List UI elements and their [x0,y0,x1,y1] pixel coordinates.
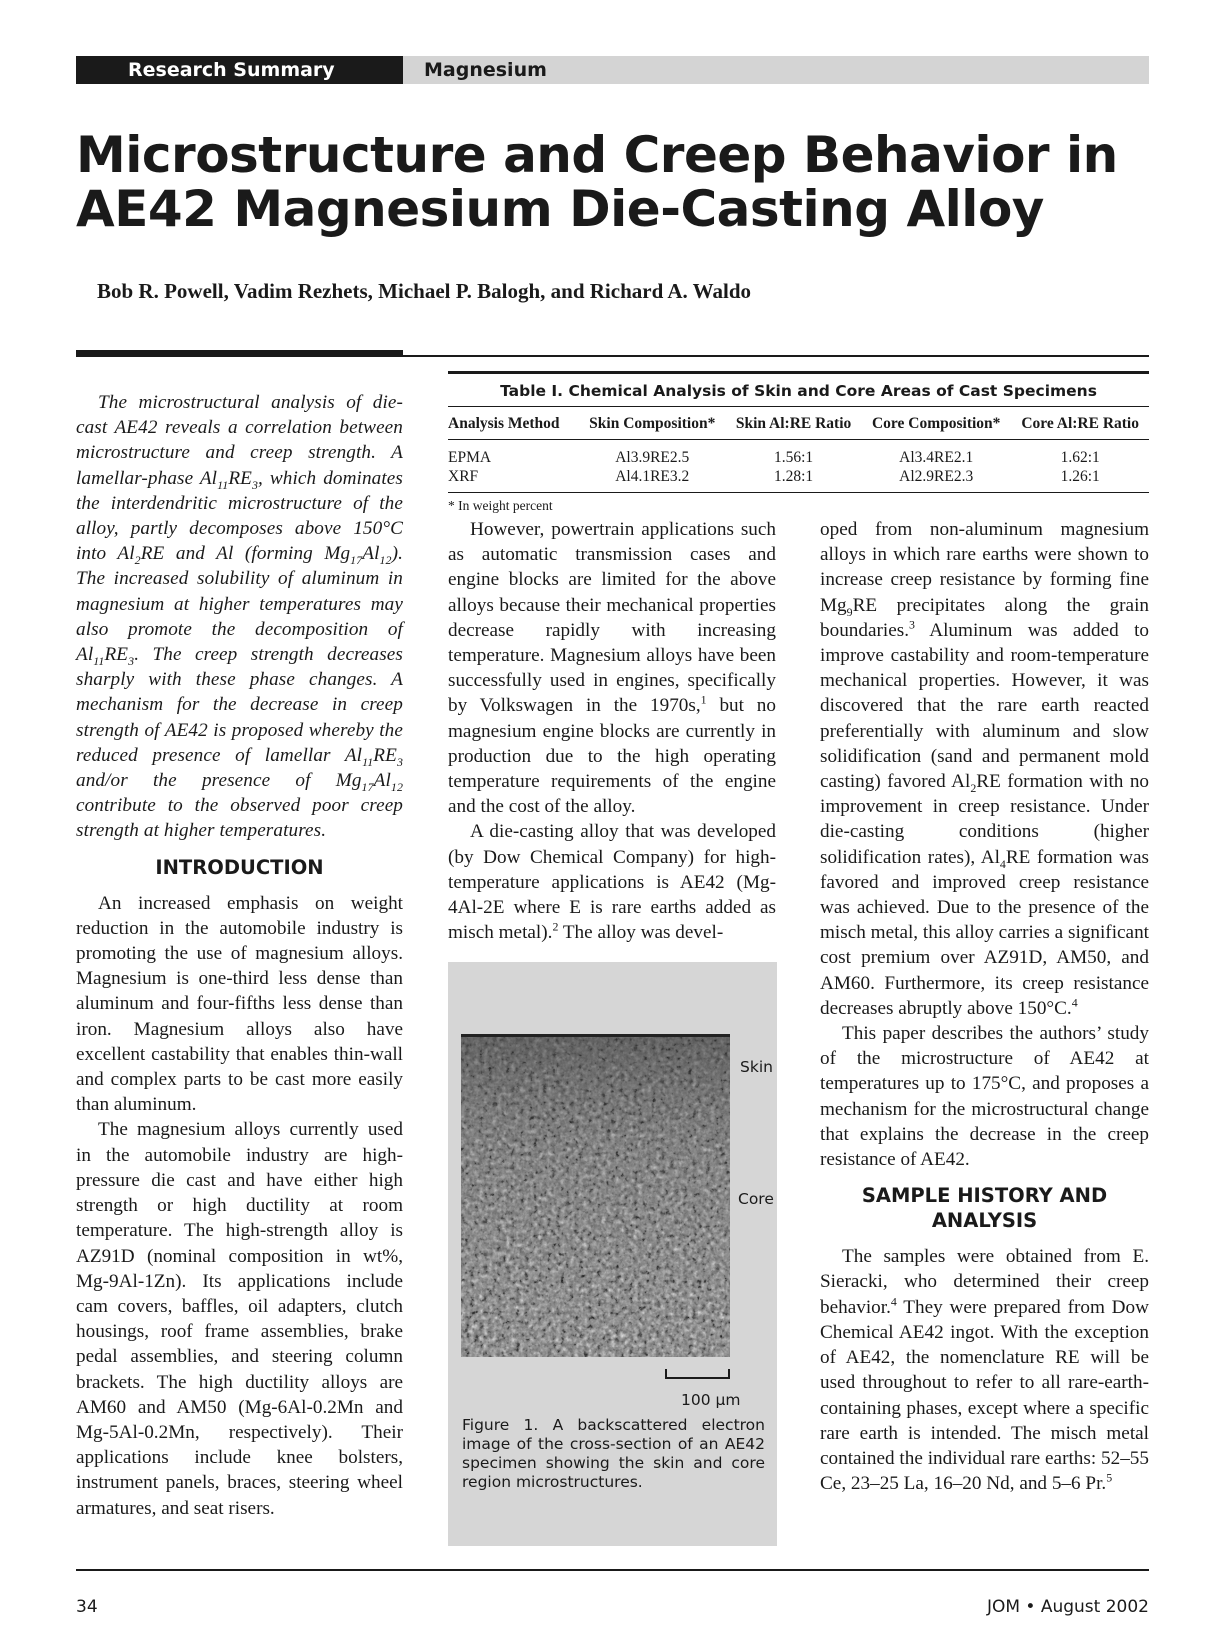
table-cell: 1.62:1 [1060,449,1100,466]
table-1 [448,371,1149,514]
intro-heading: INTRODUCTION [155,855,324,879]
column-1 [76,390,403,1521]
table-cell: 1.56:1 [773,449,814,466]
table-header-cell: Skin Al:RE Ratio [726,407,861,440]
table-cell: Al4.1RE3.2 [615,468,690,485]
micrograph-image [461,1034,730,1357]
topic-label-bar [403,56,1149,84]
journal-issue: JOM • August 2002 [986,1597,1149,1617]
article-title [76,128,1156,236]
table-cell: Al3.9RE2.5 [615,449,690,466]
scale-bar [665,1369,730,1379]
table-footnote: * In weight percent [448,492,1149,514]
table-header-cell: Core Al:RE Ratio [1011,407,1149,440]
col3-paragraph-2: This paper describes the authors’ study of the microstructure of AE42 at temperatures up to 175°C, and proposes a mechanism for the microstructural change that explains the decrease in the creep resistance of AE42. [820,1023,1149,1171]
page-number: 34 [76,1597,98,1617]
table-cell: EPMA [448,449,492,466]
figure-caption: Figure 1. A backscattered electron image of the cross-section of an AE42 specimen showing the skin and core region microstructures. [462,1416,765,1491]
intro-paragraph-2: The magnesium alloys currently used in the automobile industry are high-pressure die cast and have either high strength or high ductility at room temperature. The high-strength alloy is AZ91D (nominal composition in wt%, Mg-9Al-1Zn). Its applications include cam covers, baffles, oil adapters, clutch housings, roof frame assemblies, brake pedal assemblies, and steering column brackets. The high ductility alloys are AM60 and AM50 (Mg-6Al-0.2Mn and Mg-5Al-0.2Mn, respectively). Their applications include knee bolsters, instrument panels, braces, steering wheel armatures, and seat risers. [76,1119,403,1519]
col2-paragraph-2: A die-casting alloy that was developed (by Dow Chemical Company) for high-temperature applications is AE42 (Mg-4Al-2E where E is rare earths added as misch metal).$^2$ The alloy was devel- [448,821,776,944]
scale-bar-label: 100 µm [681,1391,741,1409]
divider-thick [76,350,403,357]
sample-history-heading: SAMPLE HISTORY AND ANALYSIS [861,1184,1108,1233]
section-label: Research Summary [128,59,335,81]
column-3 [820,517,1149,1496]
table-cell: 1.26:1 [1060,468,1100,485]
column-2 [448,517,776,945]
footer-rule [76,1569,1149,1571]
title-line-2: AE42 Magnesium Die-Casting Alloy [76,180,1044,238]
col3-paragraph-1: oped from non-aluminum magnesium alloys in which rare earths were shown to increase creep resistance by forming fine $Mg_9RE$ precipitates along the grain boundaries.$^3$ Aluminum was added to improve castability and room-temperature mechanical properties. However, it was discovered that the rare earth reacted preferentially with aluminum and slow solidification (sand and permanent mold casting) favored $Al_2RE$ formation with no improvement in creep resistance. Under die-casting conditions (higher solidification rates), $Al_4RE$ formation was favored and improved creep resistance was achieved. Due to the presence of the misch metal, this alloy carries a significant cost premium over AZ91D, AM50, and AM60. Furthermore, its creep resistance decreases abruptly above 150°C.$^4$ [820,519,1150,1019]
table-cell: XRF [448,468,479,485]
core-label: Core [738,1190,774,1208]
table-header-cell: Core Composition* [861,407,1011,440]
table-header-cell: Skin Composition* [578,407,726,440]
table-title: Table I. Chemical Analysis of Skin and Core Areas of Cast Specimens [448,374,1149,407]
abstract: The microstructural analysis of die-cast AE42 reveals a correlation between microstructure and creep strength. A lamellar-phase $Al_{11}RE_3$, which dominates the interdendritic microstructure of the alloy, partly decomposes above 150°C into $Al_2RE$ and Al (forming $Mg_{17}Al_{12}$). The increased solubility of aluminum in magnesium at higher temperatures may also promote the decomposition of $Al_{11}RE_3$. The creep strength decreases sharply with these phase changes. A mechanism for the decrease in creep strength of AE42 is proposed whereby the reduced presence of lamellar $Al_{11}RE_3$ and/or the presence of $Mg_{17}Al_{12}$ contribute to the observed poor creep strength at higher temperatures. [76,392,403,842]
section-label-bar [76,56,403,84]
topic-label: Magnesium [424,59,547,81]
table-row [448,440,1149,468]
col2-paragraph-1: However, powertrain applications such as automatic transmission cases and engine blocks are limited for the above alloys because their mechanical properties decrease rapidly with increasing temperature. Magnesium alloys have been successfully used in engines, specifically by Volkswagen in the 1970s,$^1$ but no magnesium engine blocks are currently in production due to the high operating temperature requirements of the engine and the cost of the alloy. [448,519,776,818]
title-line-1: Microstructure and Creep Behavior in [76,126,1118,184]
table-cell: Al2.9RE2.3 [899,468,974,485]
table-cell: Al3.4RE2.1 [899,449,974,466]
table-header-cell: Analysis Method [448,407,578,440]
author-list: Bob R. Powell, Vadim Rezhets, Michael P. Balogh, and Richard A. Waldo [97,279,751,303]
intro-paragraph-1: An increased emphasis on weight reduction in the automobile industry is promoting the use of magnesium alloys. Magnesium is one-third less dense than aluminum and four-fifths less dense than iron. Magnesium alloys also have excellent castability that enables thin-wall and complex parts to be cast more easily than aluminum. [76,892,403,1116]
divider-thin [403,355,1149,357]
skin-label: Skin [740,1058,773,1076]
table-cell: 1.28:1 [773,468,814,485]
chemical-analysis-table [448,407,1149,492]
table-row [448,467,1149,492]
col3-paragraph-3: The samples were obtained from E. Sieracki, who determined their creep behavior.$^4$ They were prepared from Dow Chemical AE42 ingot. With the exception of AE42, the nomenclature RE will be used throughout to refer to all rare-earth-containing phases, except where a specific rare earth is intended. The misch metal contained the individual rare earths: 52–55 Ce, 23–25 La, 16–20 Nd, and 5–6 Pr.$^5$ [820,1246,1149,1495]
